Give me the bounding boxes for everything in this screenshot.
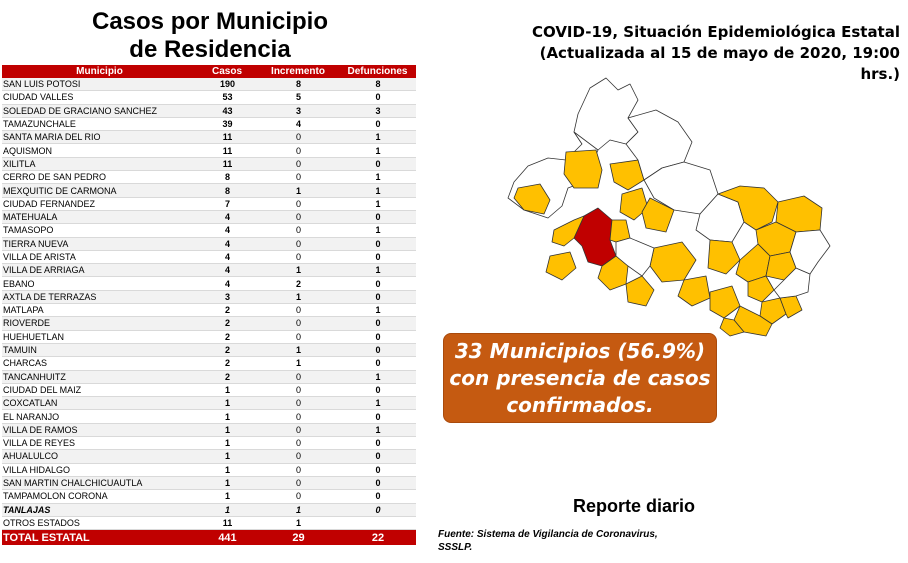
table-row: [2, 463, 416, 476]
cell-incremento: 2: [257, 277, 339, 290]
total-row: [2, 530, 416, 546]
cell-incremento: 8: [257, 78, 339, 91]
cell-defunciones: 0: [339, 290, 416, 303]
cell-incremento: 0: [257, 144, 339, 157]
table-row: [2, 197, 416, 210]
cell-casos: 43: [197, 104, 257, 117]
table-row: [2, 490, 416, 503]
cell-incremento: 0: [257, 383, 339, 396]
table-title-line1: Casos por Municipio: [91, 8, 328, 35]
map-municipality-san-luis-potosi: [574, 208, 616, 266]
source-line1: Fuente: Sistema de Vigilancia de Coronavirus,: [438, 529, 658, 540]
cell-casos: 4: [197, 224, 257, 237]
cell-casos: 1: [197, 397, 257, 410]
cell-casos: 1: [197, 437, 257, 450]
state-map: [478, 70, 838, 340]
cell-incremento: 1: [257, 503, 339, 516]
table-row: [2, 250, 416, 263]
table-row: [2, 450, 416, 463]
cell-defunciones: 0: [339, 463, 416, 476]
callout-line3: confirmados.: [506, 392, 654, 417]
cell-municipio: CIUDAD VALLES: [2, 91, 197, 104]
cell-casos: 1: [197, 423, 257, 436]
cell-incremento: 0: [257, 131, 339, 144]
cell-incremento: 0: [257, 370, 339, 383]
map-municipality-xilitla: [710, 286, 740, 318]
total-incremento: 29: [257, 530, 339, 546]
cell-casos: 4: [197, 250, 257, 263]
cell-casos: 1: [197, 383, 257, 396]
cell-casos: 1: [197, 450, 257, 463]
table-row: [2, 277, 416, 290]
cell-municipio: TAMPAMOLON CORONA: [2, 490, 197, 503]
cell-defunciones: 0: [339, 330, 416, 343]
cell-defunciones: 0: [339, 237, 416, 250]
cell-defunciones: 1: [339, 397, 416, 410]
total-label: TOTAL ESTATAL: [2, 530, 197, 546]
cell-defunciones: 0: [339, 383, 416, 396]
cell-defunciones: 3: [339, 104, 416, 117]
cell-municipio: AQUISMON: [2, 144, 197, 157]
cell-incremento: 1: [257, 343, 339, 356]
table-row: [2, 157, 416, 170]
table-row: [2, 516, 416, 529]
table-row: [2, 357, 416, 370]
table-row: [2, 264, 416, 277]
cell-incremento: 0: [257, 330, 339, 343]
cell-casos: 4: [197, 277, 257, 290]
cell-casos: 2: [197, 304, 257, 317]
cell-defunciones: 0: [339, 317, 416, 330]
cell-casos: 11: [197, 131, 257, 144]
cell-defunciones: 1: [339, 304, 416, 317]
table-row: [2, 383, 416, 396]
column-header-casos: Casos: [197, 65, 257, 78]
cell-defunciones: 1: [339, 131, 416, 144]
cell-incremento: 0: [257, 410, 339, 423]
cell-municipio: CERRO DE SAN PEDRO: [2, 171, 197, 184]
cell-casos: 2: [197, 330, 257, 343]
cell-casos: 7: [197, 197, 257, 210]
table-body: [2, 78, 416, 530]
cell-municipio: RIOVERDE: [2, 317, 197, 330]
cell-incremento: 0: [257, 171, 339, 184]
cell-casos: 1: [197, 503, 257, 516]
cell-defunciones: 0: [339, 157, 416, 170]
cell-casos: 1: [197, 463, 257, 476]
map-municipality-matehuala: [610, 160, 644, 190]
table-row: [2, 237, 416, 250]
table-row: [2, 370, 416, 383]
column-header-defunciones: Defunciones: [339, 65, 416, 78]
table-header-row: [2, 65, 416, 78]
table-row: [2, 317, 416, 330]
column-header-incremento: Incremento: [257, 65, 339, 78]
map-municipality-charcas: [564, 150, 602, 188]
table-row: [2, 410, 416, 423]
cell-incremento: 0: [257, 304, 339, 317]
column-header-municipio: Municipio: [2, 65, 197, 78]
cell-defunciones: 1: [339, 423, 416, 436]
cell-municipio: TAMUIN: [2, 343, 197, 356]
cell-casos: 11: [197, 157, 257, 170]
cell-incremento: 0: [257, 437, 339, 450]
cell-casos: 1: [197, 410, 257, 423]
cell-municipio: MATLAPA: [2, 304, 197, 317]
cell-casos: 1: [197, 476, 257, 489]
cell-casos: 4: [197, 210, 257, 223]
cell-incremento: 1: [257, 290, 339, 303]
table-row: [2, 131, 416, 144]
cell-municipio: CIUDAD DEL MAIZ: [2, 383, 197, 396]
cell-casos: 8: [197, 171, 257, 184]
cell-casos: 11: [197, 144, 257, 157]
table-row: [2, 91, 416, 104]
cell-municipio: VILLA DE ARRIAGA: [2, 264, 197, 277]
cell-incremento: 0: [257, 157, 339, 170]
cell-municipio: EBANO: [2, 277, 197, 290]
table-row: [2, 78, 416, 91]
cell-municipio: VILLA HIDALGO: [2, 463, 197, 476]
cell-casos: 2: [197, 357, 257, 370]
report-label: Reporte diario: [573, 496, 696, 516]
cell-defunciones: 0: [339, 490, 416, 503]
cell-defunciones: 0: [339, 117, 416, 130]
table-row: [2, 290, 416, 303]
table-row: [2, 184, 416, 197]
cell-casos: 53: [197, 91, 257, 104]
table-row: [2, 476, 416, 489]
cell-defunciones: 1: [339, 264, 416, 277]
cell-incremento: 0: [257, 237, 339, 250]
cell-defunciones: [339, 516, 416, 529]
table-title-line2: de Residencia: [129, 36, 291, 63]
cell-casos: 3: [197, 290, 257, 303]
table-row: [2, 224, 416, 237]
map-municipality-villa-de-arriaga: [546, 252, 576, 280]
cell-incremento: 0: [257, 250, 339, 263]
map-title-line1: COVID-19, Situación Epidemiológica Estatal: [531, 23, 900, 41]
table-row: [2, 104, 416, 117]
cell-municipio: MATEHUALA: [2, 210, 197, 223]
cell-municipio: VILLA DE ARISTA: [2, 250, 197, 263]
table-row: [2, 304, 416, 317]
cell-municipio: CIUDAD FERNANDEZ: [2, 197, 197, 210]
cell-incremento: 0: [257, 450, 339, 463]
cell-defunciones: 0: [339, 210, 416, 223]
cell-defunciones: 1: [339, 224, 416, 237]
cell-municipio: AHUALULCO: [2, 450, 197, 463]
cell-defunciones: 8: [339, 78, 416, 91]
cell-municipio: TIERRA NUEVA: [2, 237, 197, 250]
cell-municipio: EL NARANJO: [2, 410, 197, 423]
cell-defunciones: 0: [339, 277, 416, 290]
cell-municipio: OTROS ESTADOS: [2, 516, 197, 529]
cell-defunciones: 1: [339, 197, 416, 210]
table-row: [2, 503, 416, 516]
cell-municipio: TANCANHUITZ: [2, 370, 197, 383]
cell-defunciones: 0: [339, 437, 416, 450]
cell-defunciones: 0: [339, 410, 416, 423]
cell-municipio: TAMASOPO: [2, 224, 197, 237]
cell-municipio: MEXQUITIC DE CARMONA: [2, 184, 197, 197]
source-line2: SSSLP.: [438, 542, 473, 553]
cell-defunciones: 0: [339, 503, 416, 516]
table-row: [2, 210, 416, 223]
cell-incremento: 1: [257, 516, 339, 529]
cell-municipio: VILLA DE REYES: [2, 437, 197, 450]
callout-line1: 33 Municipios (56.9%): [454, 338, 706, 363]
cell-incremento: 1: [257, 264, 339, 277]
cell-defunciones: 0: [339, 343, 416, 356]
cell-casos: 39: [197, 117, 257, 130]
cell-incremento: 0: [257, 463, 339, 476]
cell-municipio: SANTA MARIA DEL RIO: [2, 131, 197, 144]
cell-incremento: 0: [257, 397, 339, 410]
cell-defunciones: 0: [339, 357, 416, 370]
table-row: [2, 171, 416, 184]
table-title: [60, 8, 360, 64]
cell-incremento: 0: [257, 224, 339, 237]
cell-casos: 1: [197, 490, 257, 503]
cell-incremento: 0: [257, 210, 339, 223]
cell-municipio: SAN MARTIN CHALCHICUAUTLA: [2, 476, 197, 489]
cell-defunciones: 1: [339, 144, 416, 157]
cell-municipio: CHARCAS: [2, 357, 197, 370]
cell-municipio: COXCATLAN: [2, 397, 197, 410]
table-row: [2, 144, 416, 157]
cell-incremento: 0: [257, 476, 339, 489]
cell-casos: 2: [197, 370, 257, 383]
table-row: [2, 117, 416, 130]
cell-casos: 4: [197, 264, 257, 277]
cell-defunciones: 0: [339, 91, 416, 104]
cell-defunciones: 0: [339, 450, 416, 463]
cell-casos: 11: [197, 516, 257, 529]
cell-municipio: HUEHUETLAN: [2, 330, 197, 343]
cases-table: [2, 65, 416, 545]
cell-defunciones: 0: [339, 476, 416, 489]
table-row: [2, 437, 416, 450]
cell-municipio: VILLA DE RAMOS: [2, 423, 197, 436]
map-municipality-tamasopo: [708, 240, 740, 274]
cell-incremento: 1: [257, 184, 339, 197]
total-casos: 441: [197, 530, 257, 546]
cell-incremento: 1: [257, 357, 339, 370]
summary-callout: [443, 333, 717, 423]
cell-incremento: 0: [257, 490, 339, 503]
table-row: [2, 423, 416, 436]
cell-casos: 2: [197, 317, 257, 330]
cell-municipio: XILITLA: [2, 157, 197, 170]
cell-casos: 2: [197, 343, 257, 356]
map-municipality-santa-maria-del-rio: [626, 276, 654, 306]
cell-incremento: 0: [257, 317, 339, 330]
cell-incremento: 0: [257, 197, 339, 210]
cell-municipio: TAMAZUNCHALE: [2, 117, 197, 130]
table-row: [2, 330, 416, 343]
cell-casos: 4: [197, 237, 257, 250]
cell-defunciones: 1: [339, 370, 416, 383]
cell-casos: 8: [197, 184, 257, 197]
cell-defunciones: 1: [339, 171, 416, 184]
table-row: [2, 343, 416, 356]
callout-line2: con presencia de casos: [449, 365, 711, 390]
cell-defunciones: 1: [339, 184, 416, 197]
cell-casos: 190: [197, 78, 257, 91]
cell-incremento: 5: [257, 91, 339, 104]
cell-municipio: TANLAJAS: [2, 503, 197, 516]
cell-defunciones: 0: [339, 250, 416, 263]
cell-incremento: 4: [257, 117, 339, 130]
cell-municipio: SAN LUIS POTOSI: [2, 78, 197, 91]
cell-incremento: 0: [257, 423, 339, 436]
source-note: [438, 528, 738, 554]
cell-municipio: SOLEDAD DE GRACIANO SANCHEZ: [2, 104, 197, 117]
cell-incremento: 3: [257, 104, 339, 117]
map-region-east: [790, 230, 830, 274]
map-municipality-rioverde: [650, 242, 696, 282]
total-defunciones: 22: [339, 530, 416, 546]
table-row: [2, 397, 416, 410]
map-title-line2: (Actualizada al 15 de mayo de 2020, 19:00 hrs.): [539, 44, 900, 83]
cell-municipio: AXTLA DE TERRAZAS: [2, 290, 197, 303]
